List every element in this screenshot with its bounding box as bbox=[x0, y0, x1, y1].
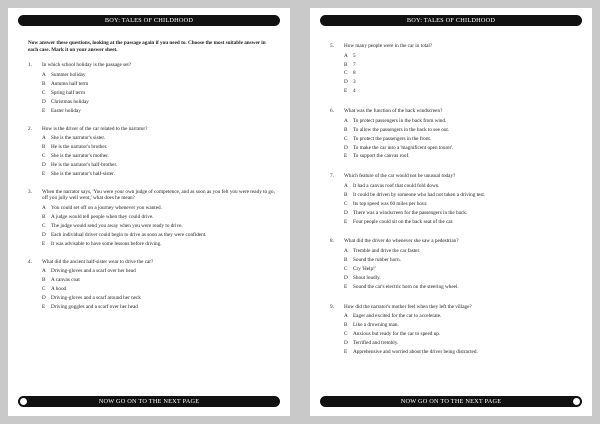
header-bar bbox=[18, 15, 280, 26]
option-text: It was advisable to have some lessons before driving. bbox=[51, 240, 162, 247]
question-text: How did the narrator's mother feel when they left the village? bbox=[344, 303, 472, 310]
answer-option bbox=[344, 219, 578, 228]
option-letter: B bbox=[42, 277, 46, 284]
question-5 bbox=[330, 304, 578, 358]
question-line bbox=[330, 173, 578, 180]
option-letter: E bbox=[344, 218, 348, 225]
option-text: There was a windscreen for the passengers in the back. bbox=[353, 209, 468, 216]
answer-option bbox=[42, 72, 276, 81]
answer-option bbox=[344, 266, 578, 275]
option-text: A judge would tell people when they could drive. bbox=[51, 214, 154, 221]
answer-options bbox=[28, 135, 276, 179]
question-text: How is the driver of the car related to the narrator? bbox=[42, 125, 148, 132]
question-text: What did the driver do whenever she saw a pedestrian? bbox=[344, 238, 459, 245]
option-letter: B bbox=[344, 257, 348, 264]
answer-option bbox=[42, 214, 276, 223]
answer-option bbox=[42, 171, 276, 180]
option-text: Each individual driver could begin to drive as soon as they were confident. bbox=[51, 231, 207, 238]
option-text: It had a canvas roof that could fold down. bbox=[353, 183, 440, 190]
option-letter: A bbox=[344, 117, 348, 124]
question-text: Which feature of the car would not be unusual today? bbox=[344, 173, 456, 180]
answer-option bbox=[344, 70, 578, 79]
option-letter: D bbox=[344, 209, 348, 216]
option-letter: D bbox=[42, 294, 46, 301]
answer-option bbox=[344, 349, 578, 358]
answer-option bbox=[42, 144, 276, 153]
answer-option bbox=[344, 127, 578, 136]
option-letter: E bbox=[344, 88, 348, 95]
header-bar bbox=[320, 15, 582, 26]
question-line bbox=[28, 62, 276, 69]
footer-bar bbox=[320, 396, 582, 407]
question-3 bbox=[28, 189, 276, 250]
instructions: Now answer these questions, looking at the passage again if you need to. Choose the most suitable answer in each case. Mark it on your answer sheet. bbox=[28, 40, 266, 53]
option-text: 5 bbox=[353, 52, 356, 59]
answer-option bbox=[42, 205, 276, 214]
option-text: 4 bbox=[353, 88, 356, 95]
question-line bbox=[28, 126, 276, 133]
question-4 bbox=[330, 238, 578, 292]
option-text: Easter holiday bbox=[51, 107, 81, 114]
question-text: What did the ancient half-sister wear to drive the car? bbox=[42, 258, 154, 265]
option-letter: A bbox=[344, 183, 348, 190]
question-line bbox=[330, 43, 578, 50]
question-3 bbox=[330, 173, 578, 227]
option-text: Eager and excited for the car to accelerate. bbox=[353, 313, 442, 320]
option-text: 3 bbox=[353, 79, 356, 86]
answer-option bbox=[42, 268, 276, 277]
question-line bbox=[28, 259, 276, 266]
question-2 bbox=[330, 108, 578, 162]
question-text: In which school holiday is the passage set? bbox=[42, 62, 132, 69]
option-text: He is the narrator's brother. bbox=[51, 144, 108, 151]
answer-option bbox=[344, 331, 578, 340]
option-text: It could be driven by someone who had not taken a driving test. bbox=[353, 191, 486, 198]
page-number-badge bbox=[20, 398, 27, 405]
option-text: Like a drowning man. bbox=[353, 322, 399, 329]
option-text: Christmas holiday bbox=[51, 98, 89, 105]
option-text: Autumn half term bbox=[51, 81, 89, 87]
answer-option bbox=[344, 284, 578, 293]
right-page-content bbox=[330, 43, 578, 369]
option-letter: C bbox=[42, 89, 46, 96]
answer-option bbox=[344, 88, 578, 97]
option-letter: E bbox=[42, 170, 46, 177]
question-number: 5. bbox=[330, 43, 334, 49]
question-number: 7. bbox=[330, 173, 334, 180]
question-number: 3. bbox=[28, 188, 32, 195]
option-letter: E bbox=[344, 153, 348, 160]
option-letter: D bbox=[344, 274, 348, 281]
option-text: Driving-gloves and a scarf over her head bbox=[51, 268, 136, 275]
question-line bbox=[330, 238, 578, 245]
option-letter: E bbox=[42, 303, 46, 310]
answer-option bbox=[42, 99, 276, 108]
left-page bbox=[8, 8, 290, 416]
answer-option bbox=[42, 135, 276, 144]
question-1 bbox=[28, 62, 276, 116]
option-text: To make the car into a 'magnificent open tourer'. bbox=[353, 144, 454, 151]
option-letter: C bbox=[42, 153, 46, 160]
option-text: Apprehensive and worried about the driver being distracted. bbox=[353, 348, 478, 355]
answer-option bbox=[344, 248, 578, 257]
option-letter: A bbox=[42, 135, 46, 142]
answer-option bbox=[42, 286, 276, 295]
footer-text: NOW GO ON TO THE NEXT PAGE bbox=[400, 398, 502, 405]
answer-option bbox=[42, 304, 276, 313]
option-text: A canvas coat bbox=[51, 277, 80, 284]
answer-option bbox=[344, 62, 578, 71]
answer-option bbox=[42, 295, 276, 304]
option-text: Summer holiday bbox=[51, 72, 86, 79]
question-number: 8. bbox=[330, 238, 334, 245]
option-letter: C bbox=[344, 331, 348, 338]
option-letter: A bbox=[42, 72, 46, 79]
option-letter: C bbox=[344, 200, 348, 207]
option-letter: E bbox=[42, 240, 46, 247]
option-letter: A bbox=[42, 205, 46, 212]
answer-options bbox=[330, 183, 578, 227]
option-letter: A bbox=[344, 52, 348, 59]
answer-option bbox=[344, 118, 578, 127]
answer-option bbox=[42, 90, 276, 99]
option-letter: C bbox=[344, 135, 348, 142]
option-text: Anxious but ready for the car to speed up. bbox=[353, 331, 441, 338]
option-text: Shout loudly. bbox=[353, 274, 381, 281]
answer-option bbox=[42, 232, 276, 241]
answer-option bbox=[42, 277, 276, 286]
option-text: The judge would send you away when you were ready to drive. bbox=[51, 222, 183, 229]
answer-options bbox=[28, 72, 276, 116]
answer-option bbox=[42, 162, 276, 171]
option-letter: B bbox=[344, 61, 348, 68]
answer-option bbox=[344, 79, 578, 88]
answer-option bbox=[344, 53, 578, 62]
option-text: She is the narrator's mother. bbox=[51, 153, 109, 160]
option-text: To support the canvas roof. bbox=[353, 153, 410, 160]
footer-text: NOW GO ON TO THE NEXT PAGE bbox=[98, 398, 200, 405]
page-number-badge bbox=[573, 398, 580, 405]
option-letter: B bbox=[344, 322, 348, 329]
option-text: 8 bbox=[353, 70, 356, 77]
option-text: Terrified and trembly. bbox=[353, 340, 399, 346]
option-letter: A bbox=[344, 248, 348, 255]
question-1 bbox=[330, 43, 578, 97]
header-title: BOY: TALES OF CHILDHOOD bbox=[104, 17, 194, 24]
answer-option bbox=[344, 192, 578, 201]
option-letter: D bbox=[344, 79, 348, 86]
option-letter: D bbox=[344, 144, 348, 151]
question-line bbox=[330, 304, 578, 311]
question-line bbox=[330, 108, 578, 115]
option-letter: C bbox=[42, 286, 46, 293]
option-text: Sound the rubber horn. bbox=[353, 257, 401, 264]
option-letter: D bbox=[42, 231, 46, 238]
answer-option bbox=[344, 183, 578, 192]
answer-option bbox=[344, 275, 578, 284]
option-text: Four people could sit on the back seat of the car. bbox=[353, 218, 454, 225]
answer-option bbox=[344, 257, 578, 266]
answer-option bbox=[344, 210, 578, 219]
left-page-content bbox=[28, 40, 276, 322]
question-text: When the narrator says, 'You were your own judge of competence, and as soon as you felt you were ready to go, off you jolly well went,' what does he mean? bbox=[42, 188, 275, 202]
question-text: What was the function of the back windscreen? bbox=[344, 108, 443, 115]
answer-option bbox=[344, 201, 578, 210]
option-text: He is the narrator's half-brother. bbox=[51, 161, 118, 168]
question-2 bbox=[28, 126, 276, 180]
option-letter: D bbox=[42, 161, 46, 168]
option-text: She is the narrator's half-sister. bbox=[51, 170, 115, 177]
answer-options bbox=[330, 118, 578, 162]
question-line bbox=[28, 189, 276, 202]
option-letter: B bbox=[344, 126, 348, 133]
answer-option bbox=[42, 81, 276, 90]
option-letter: E bbox=[344, 348, 348, 355]
answer-options bbox=[28, 268, 276, 312]
question-number: 9. bbox=[330, 303, 334, 310]
option-letter: A bbox=[344, 313, 348, 320]
answer-option bbox=[42, 153, 276, 162]
option-text: Tremble and drive the car faster. bbox=[353, 248, 421, 255]
answer-option bbox=[344, 340, 578, 349]
option-text: A hood bbox=[51, 286, 67, 293]
option-letter: C bbox=[344, 265, 348, 272]
answer-option bbox=[42, 241, 276, 250]
option-letter: A bbox=[42, 268, 46, 275]
option-letter: C bbox=[42, 222, 46, 229]
option-text: Spring half term bbox=[51, 89, 85, 96]
answer-option bbox=[344, 313, 578, 322]
option-letter: B bbox=[42, 81, 46, 87]
option-letter: B bbox=[42, 144, 46, 151]
option-letter: E bbox=[344, 283, 348, 290]
answer-options bbox=[330, 313, 578, 357]
question-number: 4. bbox=[28, 258, 32, 265]
option-text: 7 bbox=[353, 61, 356, 68]
option-letter: D bbox=[42, 98, 46, 105]
header-title: BOY: TALES OF CHILDHOOD bbox=[406, 17, 496, 24]
option-text: Driving-gloves and a scarf around her neck bbox=[51, 294, 141, 301]
answer-option bbox=[344, 322, 578, 331]
answer-option bbox=[344, 136, 578, 145]
answer-option bbox=[344, 153, 578, 162]
right-page bbox=[310, 8, 592, 416]
option-text: To allow the passengers in the back to see out. bbox=[353, 126, 450, 133]
question-number: 6. bbox=[330, 108, 334, 115]
answer-option bbox=[42, 108, 276, 117]
footer-bar bbox=[18, 396, 280, 407]
option-letter: B bbox=[344, 191, 348, 198]
option-text: To protect passengers in the back from wind. bbox=[353, 117, 447, 124]
option-text: Its top speed was 60 miles per hour. bbox=[353, 200, 428, 207]
answer-option bbox=[42, 223, 276, 232]
option-letter: B bbox=[42, 214, 46, 221]
option-text: She is the narrator's sister. bbox=[51, 135, 106, 142]
answer-options bbox=[330, 248, 578, 292]
option-text: Sound the car's electric horn on the steering wheel. bbox=[353, 283, 459, 290]
option-text: To protect the passengers in the front. bbox=[353, 135, 432, 142]
option-letter: C bbox=[344, 70, 348, 77]
option-letter: D bbox=[344, 340, 348, 346]
answer-options bbox=[28, 205, 276, 249]
question-number: 1. bbox=[28, 62, 32, 69]
answer-options bbox=[330, 53, 578, 97]
option-letter: E bbox=[42, 107, 46, 114]
question-text: How many people were in the car in total? bbox=[344, 43, 433, 49]
question-4 bbox=[28, 259, 276, 313]
option-text: You could set off on a journey whenever you wanted. bbox=[51, 205, 162, 212]
option-text: Cry 'Help!' bbox=[353, 265, 376, 272]
option-text: Driving goggles and a scarf over her head bbox=[51, 303, 138, 310]
question-number: 2. bbox=[28, 125, 32, 132]
